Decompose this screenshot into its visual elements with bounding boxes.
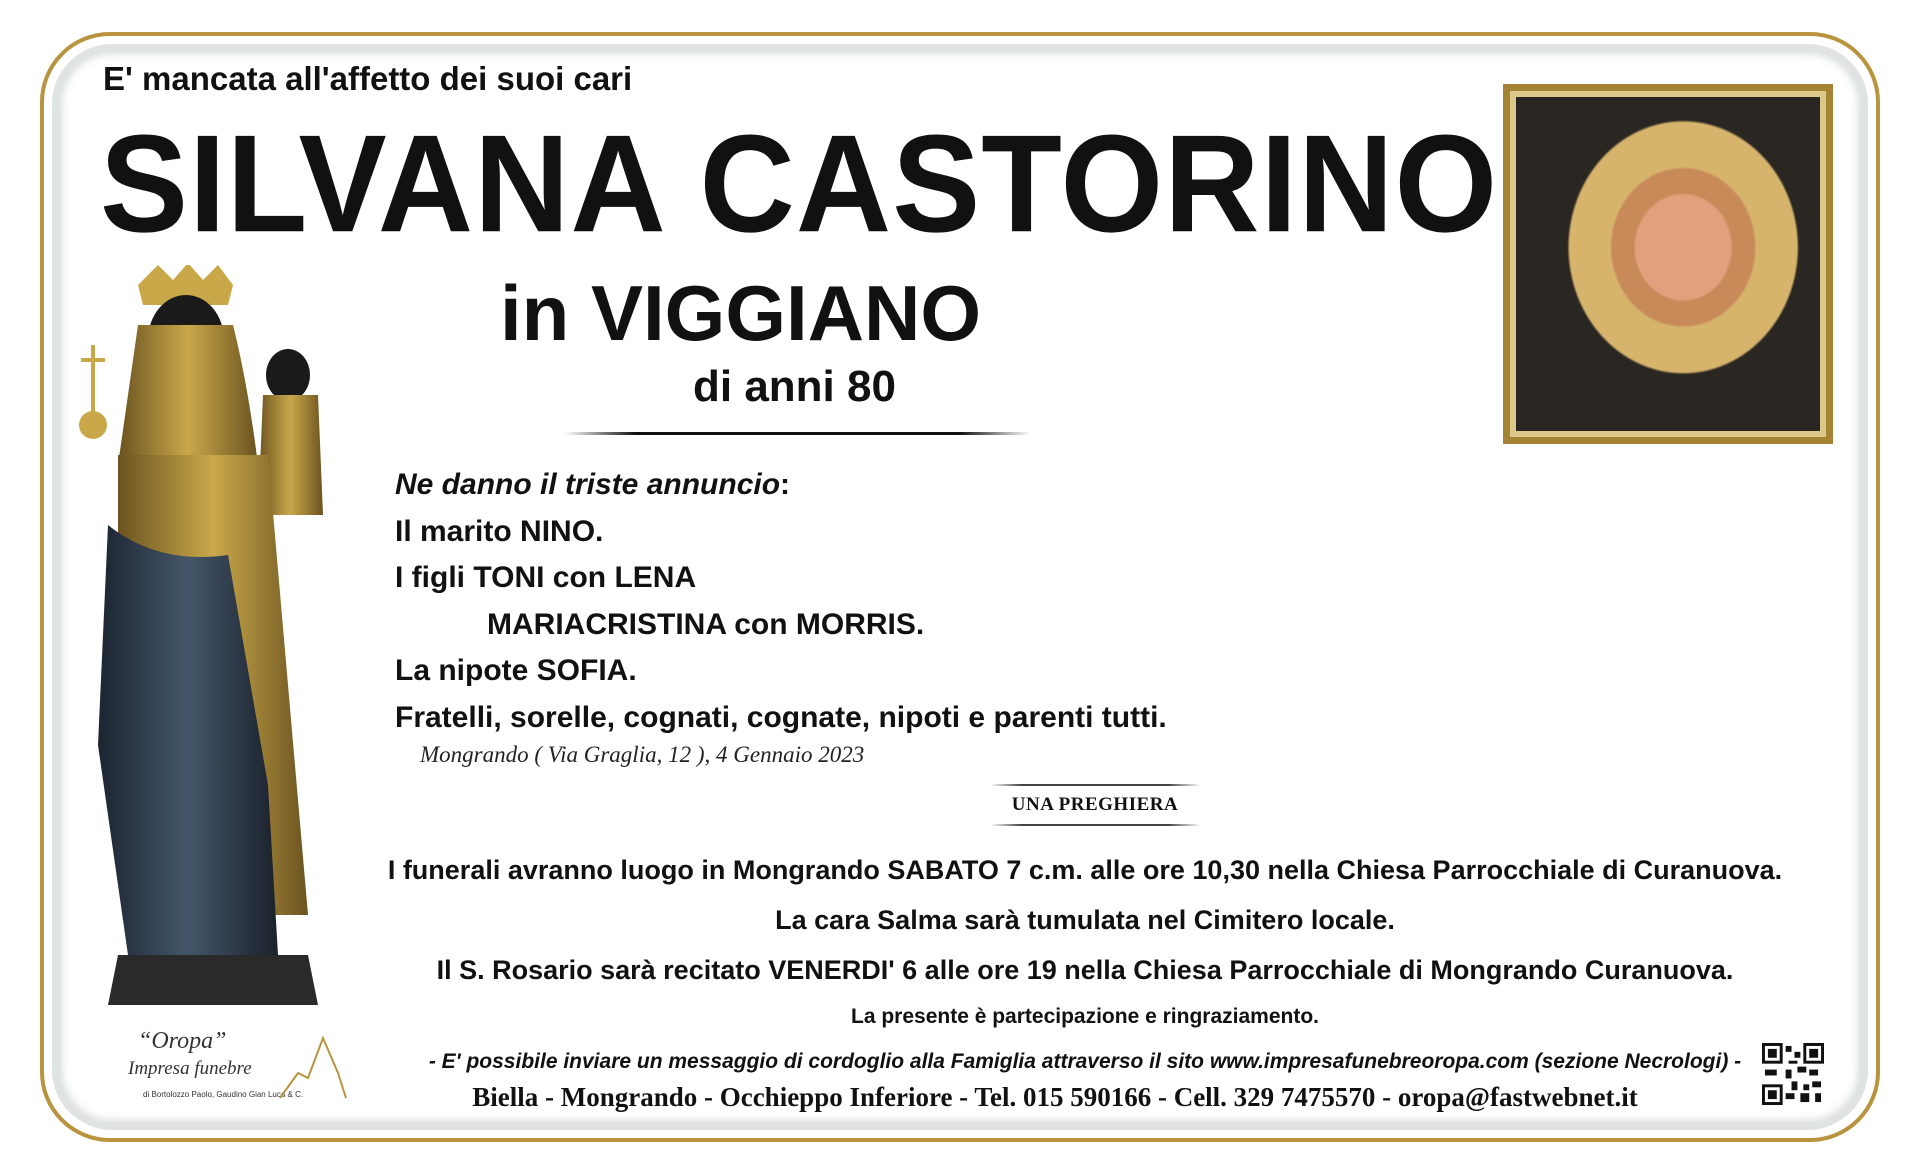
funeral-line-4: La presente è partecipazione e ringraziamento. <box>851 1005 1319 1028</box>
age-text: di anni 80 <box>693 362 896 411</box>
funeral-home-logo <box>118 1028 343 1110</box>
madonna-statue-image <box>78 265 378 1025</box>
mountain-icon <box>278 1033 348 1103</box>
announcement-line: I figli TONI con LENA <box>395 561 697 594</box>
married-name: in VIGGIANO <box>500 269 982 357</box>
footer-message: - E' possibile inviare un messaggio di cordoglio alla Famiglia attraverso il sito www.impresafunebreoropa.com (sezione Necrologi) - <box>428 1050 1742 1073</box>
prayer-button[interactable] <box>990 784 1200 826</box>
logo-owners: di Bortolozzo Paolo, Gaudino Gian Luca & C. <box>143 1090 304 1099</box>
announcement-block <box>395 462 1167 741</box>
prayer-rule-bottom <box>990 824 1200 826</box>
funeral-line-3: Il S. Rosario sarà recitato VENERDI' 6 alle ore 19 nella Chiesa Parrocchiale di Mongrando Curanuova. <box>436 955 1734 985</box>
qr-code-icon[interactable] <box>1762 1043 1824 1105</box>
prayer-label: UNA PREGHIERA <box>1011 794 1179 815</box>
prayer-rule-top <box>990 784 1200 786</box>
portrait-photo <box>1516 97 1820 431</box>
divider-line <box>565 432 1030 435</box>
portrait-frame <box>1503 84 1833 444</box>
announcement-line: MARIACRISTINA con MORRIS. <box>487 607 925 641</box>
announcement-line: Il marito NINO. <box>395 514 604 548</box>
announcement-line: La nipote SOFIA. <box>395 654 637 687</box>
footer-contacts: Biella - Mongrando - Occhieppo Inferiore - Tel. 015 590166 - Cell. 329 7475570 - oropa@fastwebnet.it <box>472 1082 1638 1112</box>
logo-name: “Oropa” <box>138 1028 227 1054</box>
deceased-name: SILVANA CASTORINO <box>100 106 1499 261</box>
intro-text: E' mancata all'affetto dei suoi cari <box>103 60 633 97</box>
place-date: Mongrando ( Via Graglia, 12 ), 4 Gennaio 2023 <box>420 742 865 767</box>
announcement-line: Fratelli, sorelle, cognati, cognate, nipoti e parenti tutti. <box>395 700 1167 734</box>
funeral-line-2: La cara Salma sarà tumulata nel Cimitero locale. <box>775 905 1395 935</box>
announcement-lead: Ne danno il triste annuncio: <box>395 468 791 501</box>
logo-subtitle: Impresa funebre <box>128 1058 252 1079</box>
funeral-line-1: I funerali avranno luogo in Mongrando SABATO 7 c.m. alle ore 10,30 nella Chiesa Parrocchiale di Curanuova. <box>387 855 1783 885</box>
